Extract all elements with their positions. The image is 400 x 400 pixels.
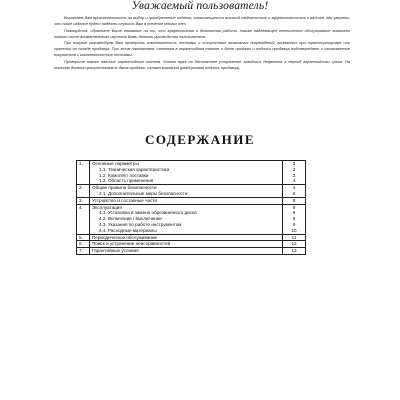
toc-page-number: 4 bbox=[292, 178, 296, 184]
toc-page-number: 8 bbox=[292, 197, 296, 203]
toc-section-title: Эксплуатация bbox=[92, 204, 122, 210]
toc-page-number: 11 bbox=[291, 234, 297, 240]
toc-subsection-title: 4.4. Расходные материалы bbox=[99, 227, 157, 233]
toc-page-numbers bbox=[283, 185, 306, 198]
toc-section-number: 3. bbox=[77, 197, 90, 204]
toc-row bbox=[77, 197, 306, 204]
toc-page-numbers bbox=[283, 161, 306, 185]
toc-page-numbers bbox=[283, 197, 306, 204]
toc-subsection-title: 4.1. Установка и замена обрезиненного диска bbox=[99, 210, 197, 216]
toc-subsection-title: 2.1. Дополнительные меры безопасности bbox=[99, 190, 188, 196]
toc-page-number: 9 bbox=[292, 221, 296, 227]
toc-section-title: Общие правила безопасности bbox=[92, 185, 157, 191]
toc-section-number: 7. bbox=[77, 248, 90, 255]
intro-paragraph: Выражаем Вам признательность за выбор и приобретение изделия, отличающегося высокой надёжностью и эффективностью в работе. Мы уверены, что наше изделие будет надёжно служить Вам в течение многих лет. bbox=[54, 15, 350, 26]
toc-section-titles bbox=[90, 234, 283, 241]
intro-text bbox=[54, 15, 350, 71]
toc-section-titles bbox=[90, 204, 283, 234]
toc-row bbox=[77, 234, 306, 241]
toc-table bbox=[76, 160, 306, 255]
toc-row bbox=[77, 185, 306, 198]
toc-section-titles bbox=[90, 197, 283, 204]
toc-page-number: 3 bbox=[292, 166, 296, 172]
intro-paragraph: Проверьте также наличие гарантийного талона, бланки прав на бесплатное устранение заводских дефектов в период гарантийного срока. На талонах должна присутствовать дата продажи, штамп магазина (разборчивая подпись продавца). bbox=[54, 58, 350, 70]
toc-page-numbers bbox=[283, 234, 306, 241]
toc-section-title: Периодическое обслуживание bbox=[92, 234, 158, 240]
toc-section-title: Гарантийные условия bbox=[92, 248, 139, 254]
toc-subsection-title: 4.3. Указания по работе инструментом bbox=[99, 221, 182, 227]
toc-row bbox=[77, 241, 306, 248]
toc-title: СОДЕРЖАНИЕ bbox=[144, 132, 256, 147]
toc-page-number: 10 bbox=[291, 227, 297, 233]
toc-subsection-title: 1.2. Комплект поставки bbox=[99, 172, 149, 178]
toc-section-number: 6. bbox=[77, 241, 90, 248]
toc-page-number: 13 bbox=[291, 248, 297, 254]
toc-subsection-title: 1.3. Область применения bbox=[99, 178, 154, 184]
toc-section-titles bbox=[90, 241, 283, 248]
toc-row bbox=[77, 248, 306, 255]
toc-section-titles bbox=[90, 248, 283, 255]
toc-page-number: 3 bbox=[292, 172, 296, 178]
toc-page-numbers bbox=[283, 204, 306, 234]
toc-section-number: 1. bbox=[77, 161, 90, 185]
greeting-heading: Уважаемый пользователь! bbox=[131, 0, 269, 12]
toc-subsection-title: 4.2. Включение / выключение bbox=[99, 216, 162, 222]
toc-row bbox=[77, 204, 306, 234]
toc-page-number: 3 bbox=[292, 161, 296, 166]
toc-section-title: Устройство и составные части bbox=[92, 197, 157, 203]
toc-page-number: 9 bbox=[292, 204, 296, 210]
toc-page-numbers bbox=[283, 248, 306, 255]
toc-subsection-title: 1.1. Техническая характеристика bbox=[99, 166, 170, 172]
toc-section-titles bbox=[90, 185, 283, 198]
toc-section-number: 4. bbox=[77, 204, 90, 234]
toc-page-numbers bbox=[283, 241, 306, 248]
intro-paragraph: Пожалуйста, обратите Ваше внимание на то, что эффективная и безопасная работа, также надлежащее техническое обслуживание возможно только после внимательного изучения Вами данного руководства пользователя. bbox=[54, 27, 350, 39]
toc-section-number: 5. bbox=[77, 234, 90, 241]
intro-paragraph: При покупке рекомендуем Вам проверить комплектность поставки и отсутствие возможных повреждений, вызванных при транспортировке или хранении на складе продавца. При этом напоминаем, отметка в гарантийном талоне о дате продажи и подписи продавца подтверждает и ознакомление покупателя с комплектностью поставки. bbox=[54, 40, 350, 58]
toc-section-title: Основные параметры bbox=[92, 161, 139, 166]
toc-page-number: 9 bbox=[292, 216, 296, 222]
toc-page-number: 6 bbox=[292, 190, 296, 196]
toc-page-number: 4 bbox=[292, 185, 296, 191]
toc-page-number: 9 bbox=[292, 210, 296, 216]
toc-row bbox=[77, 161, 306, 185]
toc-section-number: 2. bbox=[77, 185, 90, 198]
toc-section-titles bbox=[90, 161, 283, 185]
toc-page-number: 12 bbox=[291, 241, 297, 247]
toc-section-title: Поиск и устранение неисправностей bbox=[92, 241, 171, 247]
